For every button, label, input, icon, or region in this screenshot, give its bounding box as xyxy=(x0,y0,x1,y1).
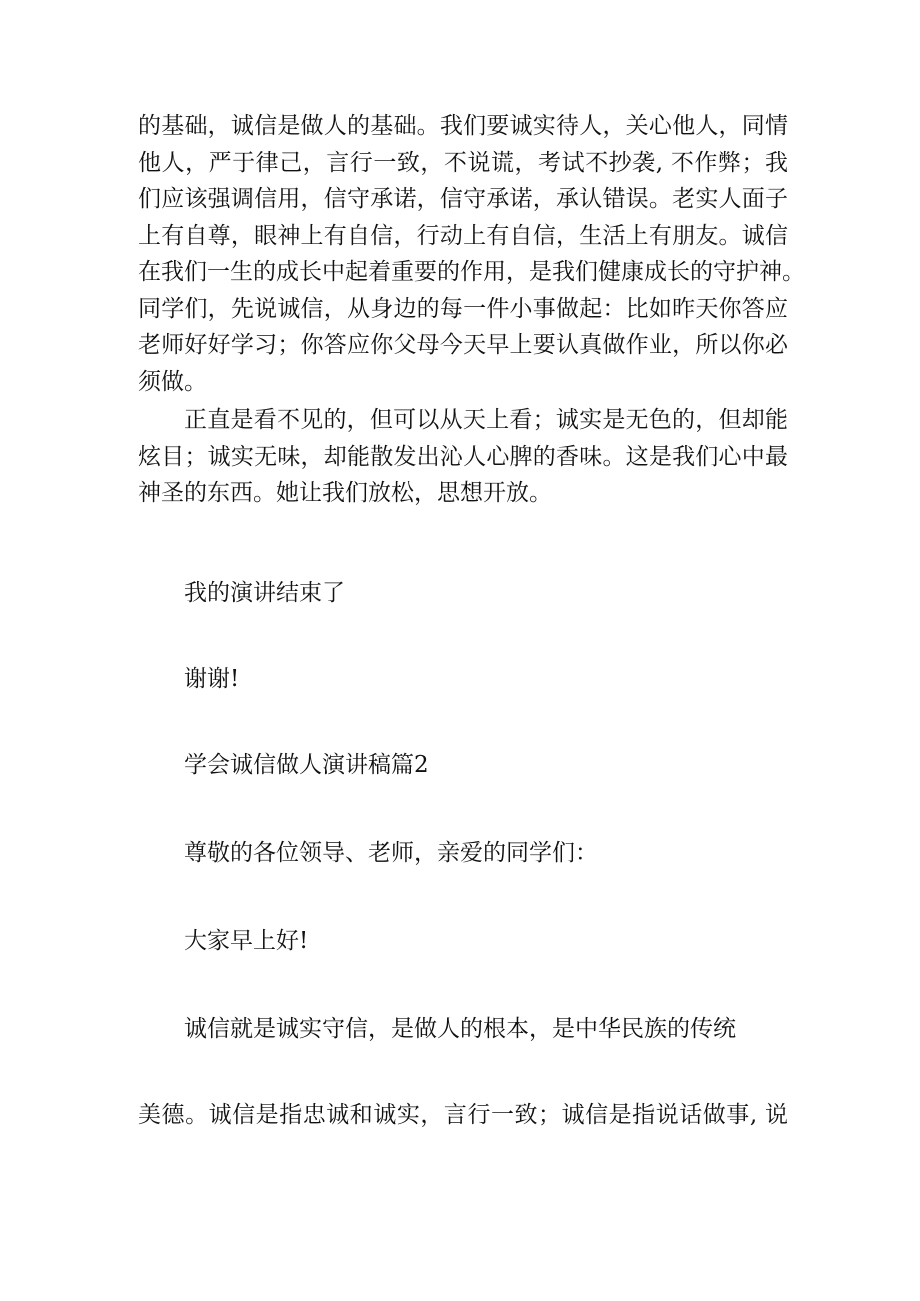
salutation-line: 尊敬的各位领导、老师，亲爱的同学们： xyxy=(184,840,598,866)
paragraph-line: 他人，严于律己，言行一致，不说谎，考试不抄袭, 不作弊；我 xyxy=(138,149,788,176)
closing-line: 我的演讲结束了 xyxy=(184,580,345,606)
paragraph-integrity-invisible xyxy=(138,402,788,512)
thanks-line: 谢谢! xyxy=(184,666,240,692)
paragraph-honesty-basis xyxy=(138,108,805,400)
speech-title: 学会诚信做人演讲稿篇2 xyxy=(184,752,429,778)
paragraph-line: 正直是看不见的，但可以从天上看；诚实是无色的，但却能 xyxy=(184,407,788,433)
greeting-line: 大家早上好! xyxy=(184,928,309,954)
paragraph-line: 老师好好学习；你答应你父母今天早上要认真做作业，所以你必 xyxy=(138,332,788,358)
paragraph-line: 美德。诚信是指忠诚和诚实，言行一致；诚信是指说话做事, 说 xyxy=(138,1102,788,1128)
paragraph-line: 上有自尊，眼神上有自信，行动上有自信，生活上有朋友。诚信 xyxy=(138,222,788,249)
paragraph-line: 的基础，诚信是做人的基础。我们要诚实待人，关心他人，同情 xyxy=(138,113,788,139)
paragraph-line: 神圣的东西。她让我们放松，思想开放。 xyxy=(138,480,552,506)
paragraph-line: 同学们，先说诚信，从身边的每一件小事做起：比如昨天你答应 xyxy=(138,295,788,322)
paragraph-line: 须做。 xyxy=(138,368,207,395)
paragraph-line: 们应该强调信用，信守承诺，信守承诺，承认错误。老实人面子 xyxy=(138,186,788,212)
paragraph-line: 诚信就是诚实守信，是做人的根本，是中华民族的传统 xyxy=(184,1016,736,1042)
paragraph-line: 炫目；诚实无味，却能散发出沁人心脾的香味。这是我们心中最 xyxy=(138,443,788,470)
paragraph-line: 在我们一生的成长中起着重要的作用，是我们健康成长的守护神。 xyxy=(138,259,805,285)
